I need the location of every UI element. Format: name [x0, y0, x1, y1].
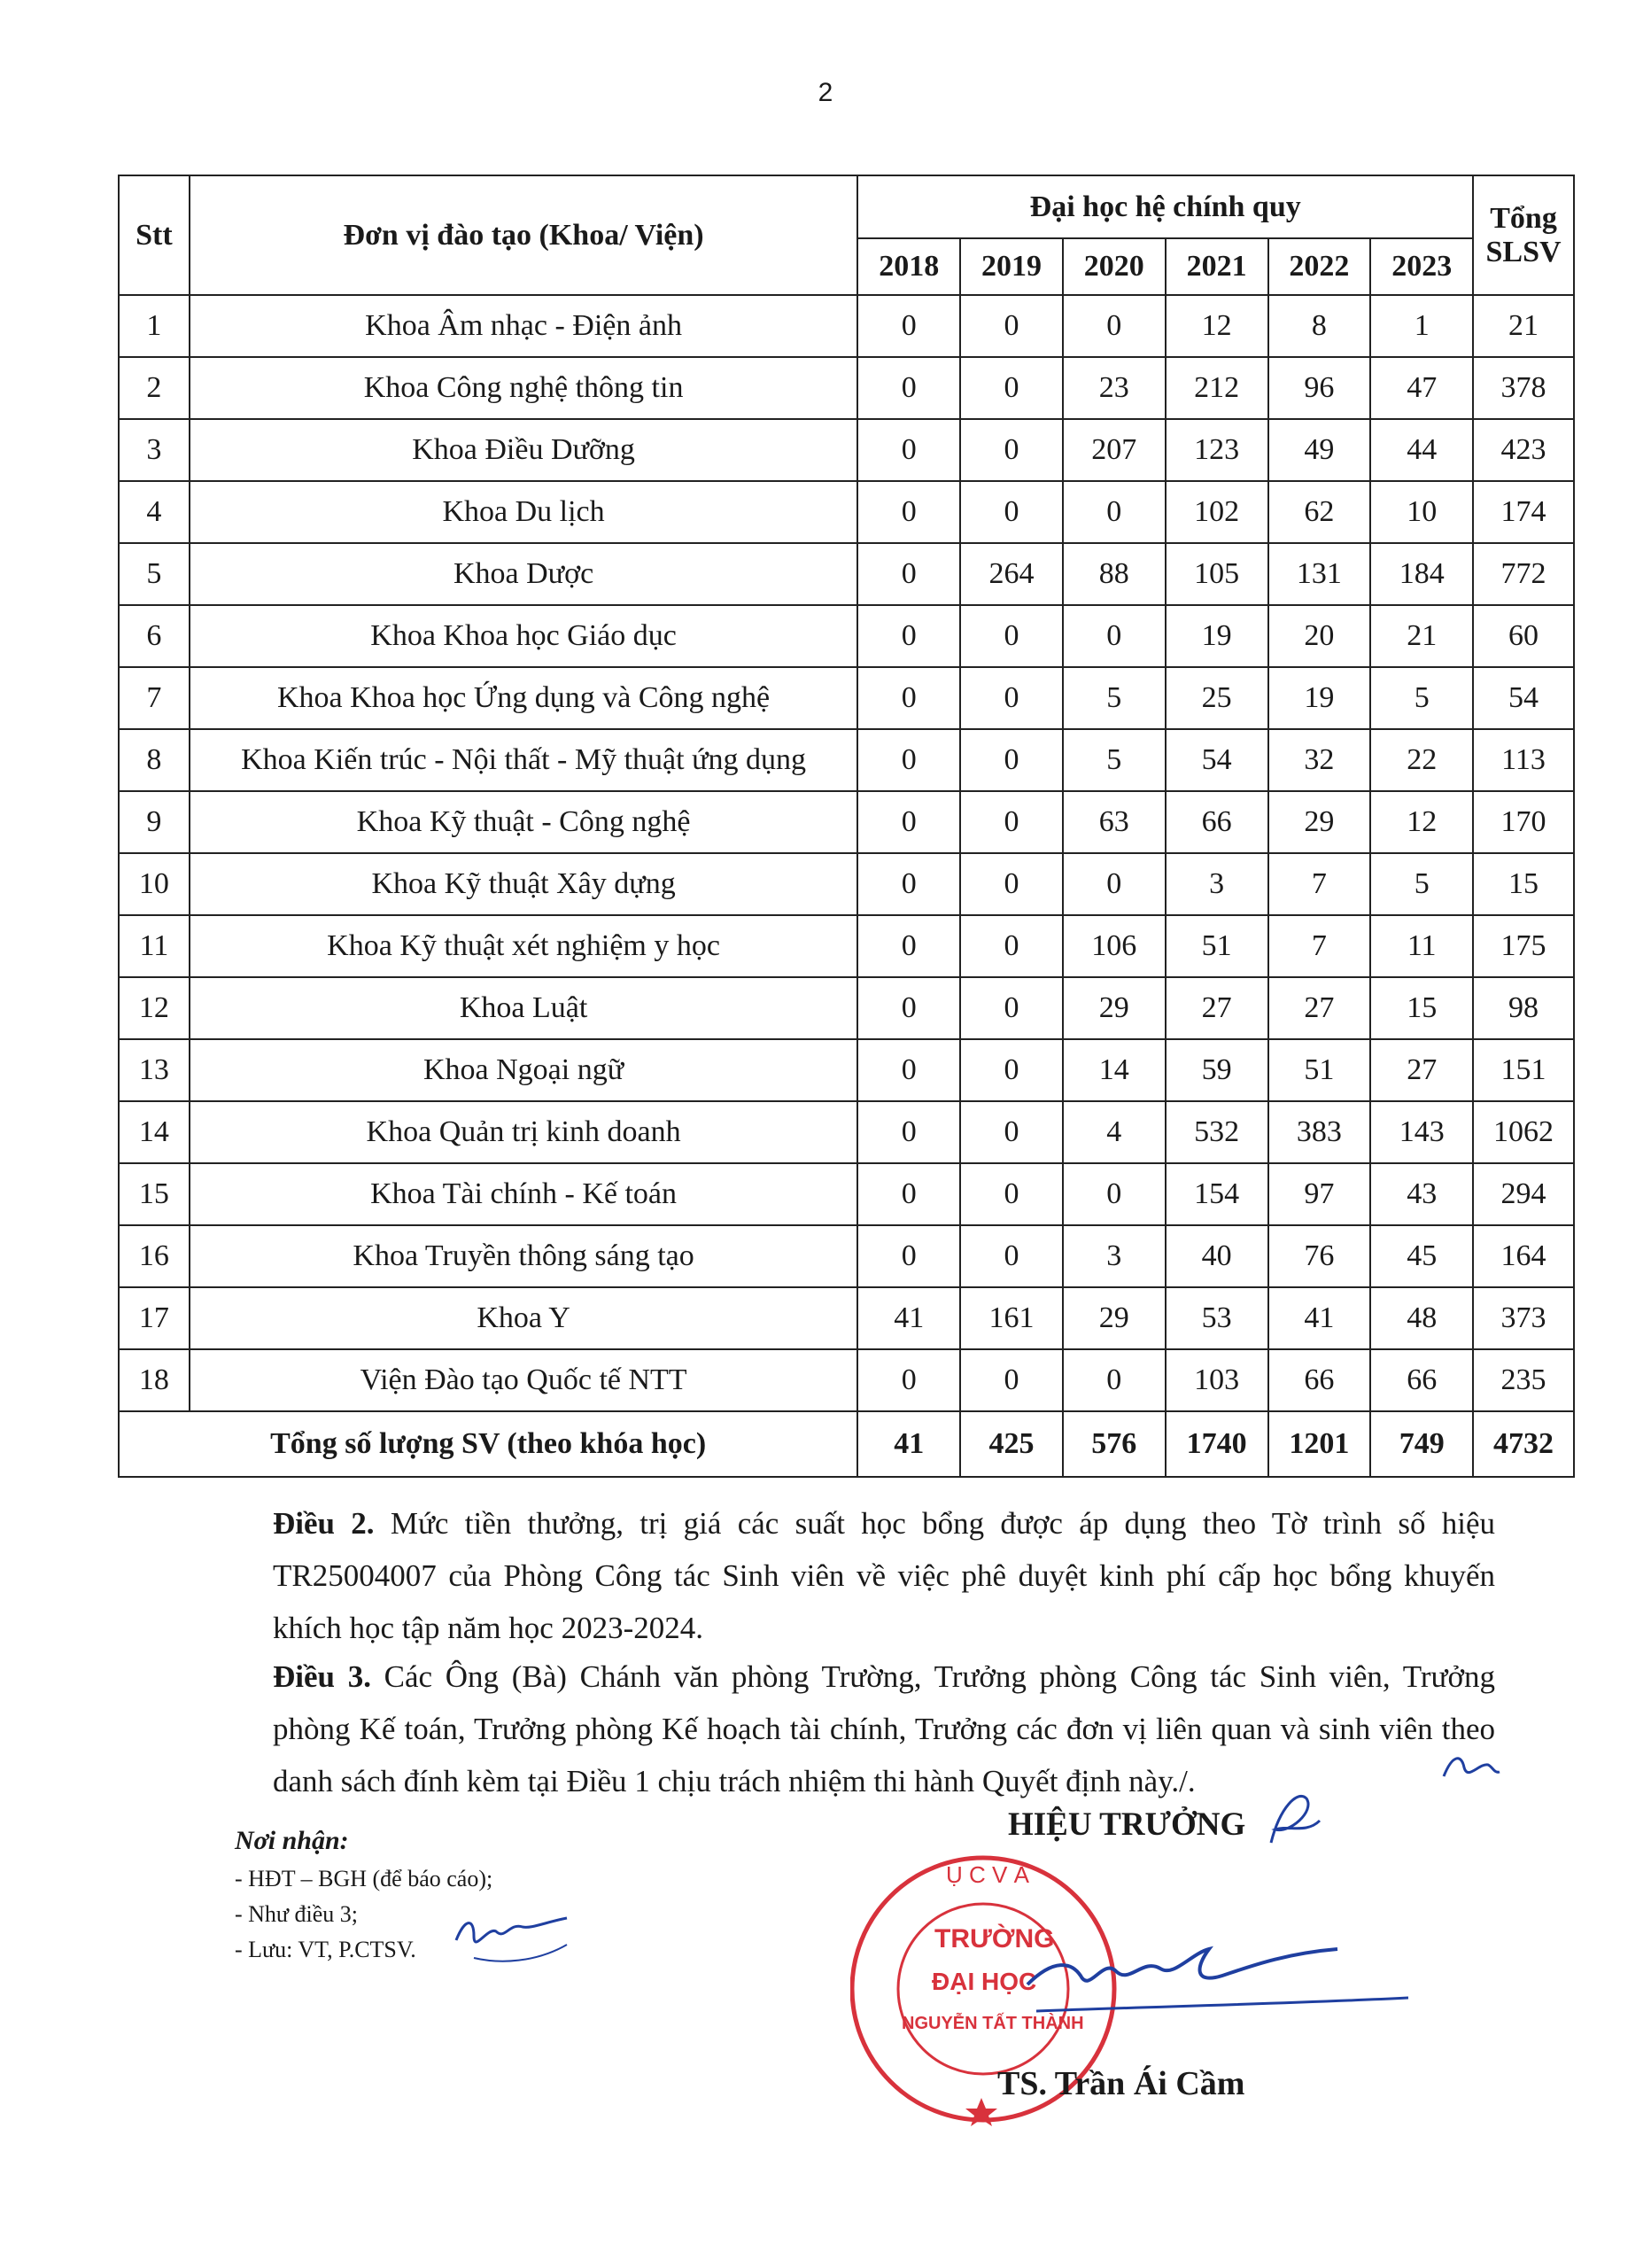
- row-total: 294: [1473, 1163, 1574, 1225]
- row-unit: Khoa Khoa học Giáo dục: [190, 605, 857, 667]
- row-year-value: 51: [1268, 1039, 1371, 1101]
- row-year-value: 32: [1268, 729, 1371, 791]
- total-row-grand-total: 4732: [1473, 1411, 1574, 1477]
- row-year-value: 154: [1166, 1163, 1268, 1225]
- table-row: [119, 977, 1574, 1039]
- row-total: 15: [1473, 853, 1574, 915]
- row-year-value: 51: [1166, 915, 1268, 977]
- table-row: [119, 1349, 1574, 1411]
- row-year-value: 23: [1063, 357, 1166, 419]
- row-year-value: 0: [857, 419, 960, 481]
- row-unit: Khoa Kỹ thuật xét nghiệm y học: [190, 915, 857, 977]
- row-year-value: 0: [960, 481, 1063, 543]
- row-stt: 18: [119, 1349, 190, 1411]
- row-year-value: 0: [960, 1163, 1063, 1225]
- row-total: 1062: [1473, 1101, 1574, 1163]
- row-year-value: 102: [1166, 481, 1268, 543]
- row-year-value: 383: [1268, 1101, 1371, 1163]
- seal-line-1: TRƯỜNG: [934, 1924, 1055, 1953]
- row-year-value: 4: [1063, 1101, 1166, 1163]
- row-stt: 14: [119, 1101, 190, 1163]
- row-year-value: 5: [1370, 853, 1473, 915]
- total-row-value: 425: [960, 1411, 1063, 1477]
- row-stt: 11: [119, 915, 190, 977]
- row-year-value: 76: [1268, 1225, 1371, 1287]
- table-row: [119, 667, 1574, 729]
- total-row-value: 749: [1370, 1411, 1473, 1477]
- total-row-value: 41: [857, 1411, 960, 1477]
- row-year-value: 0: [960, 977, 1063, 1039]
- initials-mark: [1253, 1772, 1333, 1860]
- row-year-value: 27: [1268, 977, 1371, 1039]
- row-year-value: 44: [1370, 419, 1473, 481]
- row-year-value: 143: [1370, 1101, 1473, 1163]
- row-year-value: 0: [857, 915, 960, 977]
- row-unit: Khoa Điều Dưỡng: [190, 419, 857, 481]
- header-year: 2018: [857, 238, 960, 295]
- article-3-text: Các Ông (Bà) Chánh văn phòng Trường, Trưởng phòng Công tác Sinh viên, Trưởng phòng Kế toán, Trưởng phòng Kế hoạch tài chính, Trưởng các đơn vị liên quan và sinh viên theo danh sách đính kèm tại Điều 1 chịu trách nhiệm thi hành Quyết định này./.: [273, 1659, 1495, 1798]
- table-row: [119, 1101, 1574, 1163]
- table-row: [119, 357, 1574, 419]
- row-year-value: 10: [1370, 481, 1473, 543]
- header-total: [1473, 175, 1574, 295]
- row-year-value: 0: [857, 791, 960, 853]
- row-total: 151: [1473, 1039, 1574, 1101]
- article-2: [118, 1497, 1495, 1654]
- row-year-value: 0: [857, 1225, 960, 1287]
- row-total: 235: [1473, 1349, 1574, 1411]
- row-unit: Khoa Khoa học Ứng dụng và Công nghệ: [190, 667, 857, 729]
- header-year: 2022: [1268, 238, 1371, 295]
- header-group: Đại học hệ chính quy: [857, 175, 1473, 238]
- seal-line-3: NGUYỄN TẤT THÀNH: [902, 2014, 1084, 2033]
- row-year-value: 41: [1268, 1287, 1371, 1349]
- row-total: 373: [1473, 1287, 1574, 1349]
- total-row-value: 576: [1063, 1411, 1166, 1477]
- row-year-value: 20: [1268, 605, 1371, 667]
- row-year-value: 0: [1063, 295, 1166, 357]
- row-stt: 13: [119, 1039, 190, 1101]
- article-3-label: Điều 3.: [273, 1659, 371, 1694]
- row-stt: 2: [119, 357, 190, 419]
- table-row: [119, 605, 1574, 667]
- table-row: [119, 295, 1574, 357]
- row-unit: Khoa Ngoại ngữ: [190, 1039, 857, 1101]
- row-total: 113: [1473, 729, 1574, 791]
- row-unit: Khoa Kiến trúc - Nội thất - Mỹ thuật ứng dụng: [190, 729, 857, 791]
- row-year-value: 0: [960, 853, 1063, 915]
- row-year-value: 532: [1166, 1101, 1268, 1163]
- row-total: 175: [1473, 915, 1574, 977]
- row-year-value: 97: [1268, 1163, 1371, 1225]
- row-year-value: 0: [857, 543, 960, 605]
- row-year-value: 106: [1063, 915, 1166, 977]
- row-year-value: 49: [1268, 419, 1371, 481]
- row-stt: 8: [119, 729, 190, 791]
- row-year-value: 0: [857, 853, 960, 915]
- row-total: 21: [1473, 295, 1574, 357]
- row-stt: 10: [119, 853, 190, 915]
- row-year-value: 0: [960, 729, 1063, 791]
- row-year-value: 0: [960, 915, 1063, 977]
- row-year-value: 123: [1166, 419, 1268, 481]
- page-number: 2: [818, 78, 833, 107]
- row-unit: Khoa Du lịch: [190, 481, 857, 543]
- row-year-value: 0: [960, 667, 1063, 729]
- row-year-value: 29: [1268, 791, 1371, 853]
- row-total: 174: [1473, 481, 1574, 543]
- row-year-value: 29: [1063, 977, 1166, 1039]
- row-year-value: 7: [1268, 915, 1371, 977]
- row-unit: Khoa Truyền thông sáng tạo: [190, 1225, 857, 1287]
- table-row: [119, 1225, 1574, 1287]
- rector-signature: [1019, 1922, 1408, 2038]
- row-stt: 6: [119, 605, 190, 667]
- row-year-value: 47: [1370, 357, 1473, 419]
- table-row: [119, 915, 1574, 977]
- table-row: [119, 543, 1574, 605]
- row-year-value: 0: [857, 977, 960, 1039]
- table-row: [119, 419, 1574, 481]
- row-year-value: 0: [857, 729, 960, 791]
- row-year-value: 25: [1166, 667, 1268, 729]
- row-year-value: 15: [1370, 977, 1473, 1039]
- row-year-value: 0: [1063, 1349, 1166, 1411]
- row-year-value: 0: [960, 791, 1063, 853]
- row-year-value: 5: [1370, 667, 1473, 729]
- row-unit: Khoa Y: [190, 1287, 857, 1349]
- row-year-value: 11: [1370, 915, 1473, 977]
- row-year-value: 62: [1268, 481, 1371, 543]
- row-unit: Khoa Dược: [190, 543, 857, 605]
- total-row-value: 1740: [1166, 1411, 1268, 1477]
- row-year-value: 3: [1166, 853, 1268, 915]
- row-year-value: 0: [857, 295, 960, 357]
- table-row: [119, 1163, 1574, 1225]
- row-unit: Khoa Âm nhạc - Điện ảnh: [190, 295, 857, 357]
- table-body: [119, 295, 1574, 1477]
- total-row-value: 1201: [1268, 1411, 1371, 1477]
- row-year-value: 48: [1370, 1287, 1473, 1349]
- row-total: 170: [1473, 791, 1574, 853]
- row-year-value: 0: [1063, 605, 1166, 667]
- row-year-value: 22: [1370, 729, 1473, 791]
- row-total: 164: [1473, 1225, 1574, 1287]
- header-unit: Đơn vị đào tạo (Khoa/ Viện): [190, 175, 857, 295]
- row-year-value: 66: [1370, 1349, 1473, 1411]
- row-year-value: 103: [1166, 1349, 1268, 1411]
- row-year-value: 63: [1063, 791, 1166, 853]
- row-year-value: 0: [1063, 853, 1166, 915]
- seal-line-2: ĐẠI HỌC: [932, 1968, 1037, 1995]
- row-year-value: 19: [1166, 605, 1268, 667]
- row-year-value: 3: [1063, 1225, 1166, 1287]
- signer-name: TS. Trần Ái Cầm: [997, 2065, 1245, 2102]
- row-year-value: 0: [960, 1349, 1063, 1411]
- row-year-value: 41: [857, 1287, 960, 1349]
- table-row: [119, 791, 1574, 853]
- row-year-value: 66: [1268, 1349, 1371, 1411]
- row-year-value: 0: [960, 605, 1063, 667]
- header-year: 2019: [960, 238, 1063, 295]
- row-year-value: 184: [1370, 543, 1473, 605]
- row-year-value: 0: [857, 357, 960, 419]
- row-year-value: 66: [1166, 791, 1268, 853]
- row-year-value: 0: [960, 357, 1063, 419]
- row-unit: Khoa Công nghệ thông tin: [190, 357, 857, 419]
- row-stt: 9: [119, 791, 190, 853]
- row-year-value: 88: [1063, 543, 1166, 605]
- row-stt: 7: [119, 667, 190, 729]
- header-total-line2: SLSV: [1485, 235, 1562, 268]
- row-year-value: 161: [960, 1287, 1063, 1349]
- row-year-value: 40: [1166, 1225, 1268, 1287]
- table-row: [119, 729, 1574, 791]
- row-total: 772: [1473, 543, 1574, 605]
- total-row-label: Tổng số lượng SV (theo khóa học): [119, 1411, 857, 1477]
- row-year-value: 0: [960, 1039, 1063, 1101]
- row-year-value: 27: [1166, 977, 1268, 1039]
- row-stt: 4: [119, 481, 190, 543]
- table-row: [119, 853, 1574, 915]
- row-year-value: 12: [1166, 295, 1268, 357]
- recipient-item: - Lưu: VT, P.CTSV.: [235, 1937, 416, 1962]
- article-2-text: Mức tiền thưởng, trị giá các suất học bổng được áp dụng theo Tờ trình số hiệu TR25004007 của Phòng Công tác Sinh viên về việc phê duyệt kinh phí cấp học bổng khuyến khích học tập năm học 2023-2024.: [273, 1506, 1495, 1645]
- row-stt: 1: [119, 295, 190, 357]
- row-year-value: 0: [960, 1225, 1063, 1287]
- row-year-value: 131: [1268, 543, 1371, 605]
- row-year-value: 43: [1370, 1163, 1473, 1225]
- seal-text-top: Ụ C V À: [946, 1861, 1029, 1888]
- header-total-line1: Tổng: [1490, 201, 1557, 235]
- row-stt: 16: [119, 1225, 190, 1287]
- row-year-value: 19: [1268, 667, 1371, 729]
- row-year-value: 0: [960, 295, 1063, 357]
- row-year-value: 29: [1063, 1287, 1166, 1349]
- row-year-value: 264: [960, 543, 1063, 605]
- row-year-value: 0: [857, 1101, 960, 1163]
- initials-mark: [447, 1909, 571, 1971]
- row-year-value: 5: [1063, 729, 1166, 791]
- signer-title: HIỆU TRƯỞNG: [1008, 1806, 1246, 1843]
- row-year-value: 212: [1166, 357, 1268, 419]
- row-year-value: 0: [857, 1039, 960, 1101]
- row-unit: Khoa Kỹ thuật Xây dựng: [190, 853, 857, 915]
- row-total: 423: [1473, 419, 1574, 481]
- row-stt: 5: [119, 543, 190, 605]
- row-unit: Khoa Luật: [190, 977, 857, 1039]
- header-year: 2021: [1166, 238, 1268, 295]
- row-year-value: 45: [1370, 1225, 1473, 1287]
- table-row: [119, 1039, 1574, 1101]
- row-stt: 3: [119, 419, 190, 481]
- header-year: 2023: [1370, 238, 1473, 295]
- header-year: 2020: [1063, 238, 1166, 295]
- header-stt: Stt: [119, 175, 190, 295]
- row-unit: Khoa Tài chính - Kế toán: [190, 1163, 857, 1225]
- row-stt: 15: [119, 1163, 190, 1225]
- row-year-value: 105: [1166, 543, 1268, 605]
- row-year-value: 1: [1370, 295, 1473, 357]
- row-year-value: 0: [857, 1349, 960, 1411]
- row-unit: Viện Đào tạo Quốc tế NTT: [190, 1349, 857, 1411]
- row-year-value: 0: [960, 419, 1063, 481]
- row-year-value: 0: [857, 1163, 960, 1225]
- recipient-item: - Như điều 3;: [235, 1901, 359, 1927]
- row-year-value: 5: [1063, 667, 1166, 729]
- row-stt: 17: [119, 1287, 190, 1349]
- row-year-value: 8: [1268, 295, 1371, 357]
- row-total: 60: [1473, 605, 1574, 667]
- row-year-value: 0: [857, 667, 960, 729]
- student-count-table: [118, 175, 1575, 1478]
- row-year-value: 27: [1370, 1039, 1473, 1101]
- recipient-item: - HĐT – BGH (để báo cáo);: [235, 1866, 493, 1891]
- row-year-value: 0: [857, 605, 960, 667]
- row-year-value: 0: [960, 1101, 1063, 1163]
- row-year-value: 96: [1268, 357, 1371, 419]
- row-year-value: 21: [1370, 605, 1473, 667]
- table-row: [119, 1287, 1574, 1349]
- table-row: [119, 481, 1574, 543]
- row-year-value: 14: [1063, 1039, 1166, 1101]
- row-total: 378: [1473, 357, 1574, 419]
- row-year-value: 0: [1063, 481, 1166, 543]
- row-year-value: 7: [1268, 853, 1371, 915]
- row-unit: Khoa Kỹ thuật - Công nghệ: [190, 791, 857, 853]
- row-year-value: 0: [1063, 1163, 1166, 1225]
- row-year-value: 12: [1370, 791, 1473, 853]
- initials-mark: [1439, 1745, 1501, 1790]
- row-unit: Khoa Quản trị kinh doanh: [190, 1101, 857, 1163]
- row-year-value: 53: [1166, 1287, 1268, 1349]
- row-total: 54: [1473, 667, 1574, 729]
- row-total: 98: [1473, 977, 1574, 1039]
- row-year-value: 0: [857, 481, 960, 543]
- total-row: [119, 1411, 1574, 1477]
- recipients-title: Nơi nhận:: [235, 1826, 349, 1855]
- row-year-value: 54: [1166, 729, 1268, 791]
- row-stt: 12: [119, 977, 190, 1039]
- row-year-value: 59: [1166, 1039, 1268, 1101]
- article-2-label: Điều 2.: [273, 1506, 375, 1541]
- row-year-value: 207: [1063, 419, 1166, 481]
